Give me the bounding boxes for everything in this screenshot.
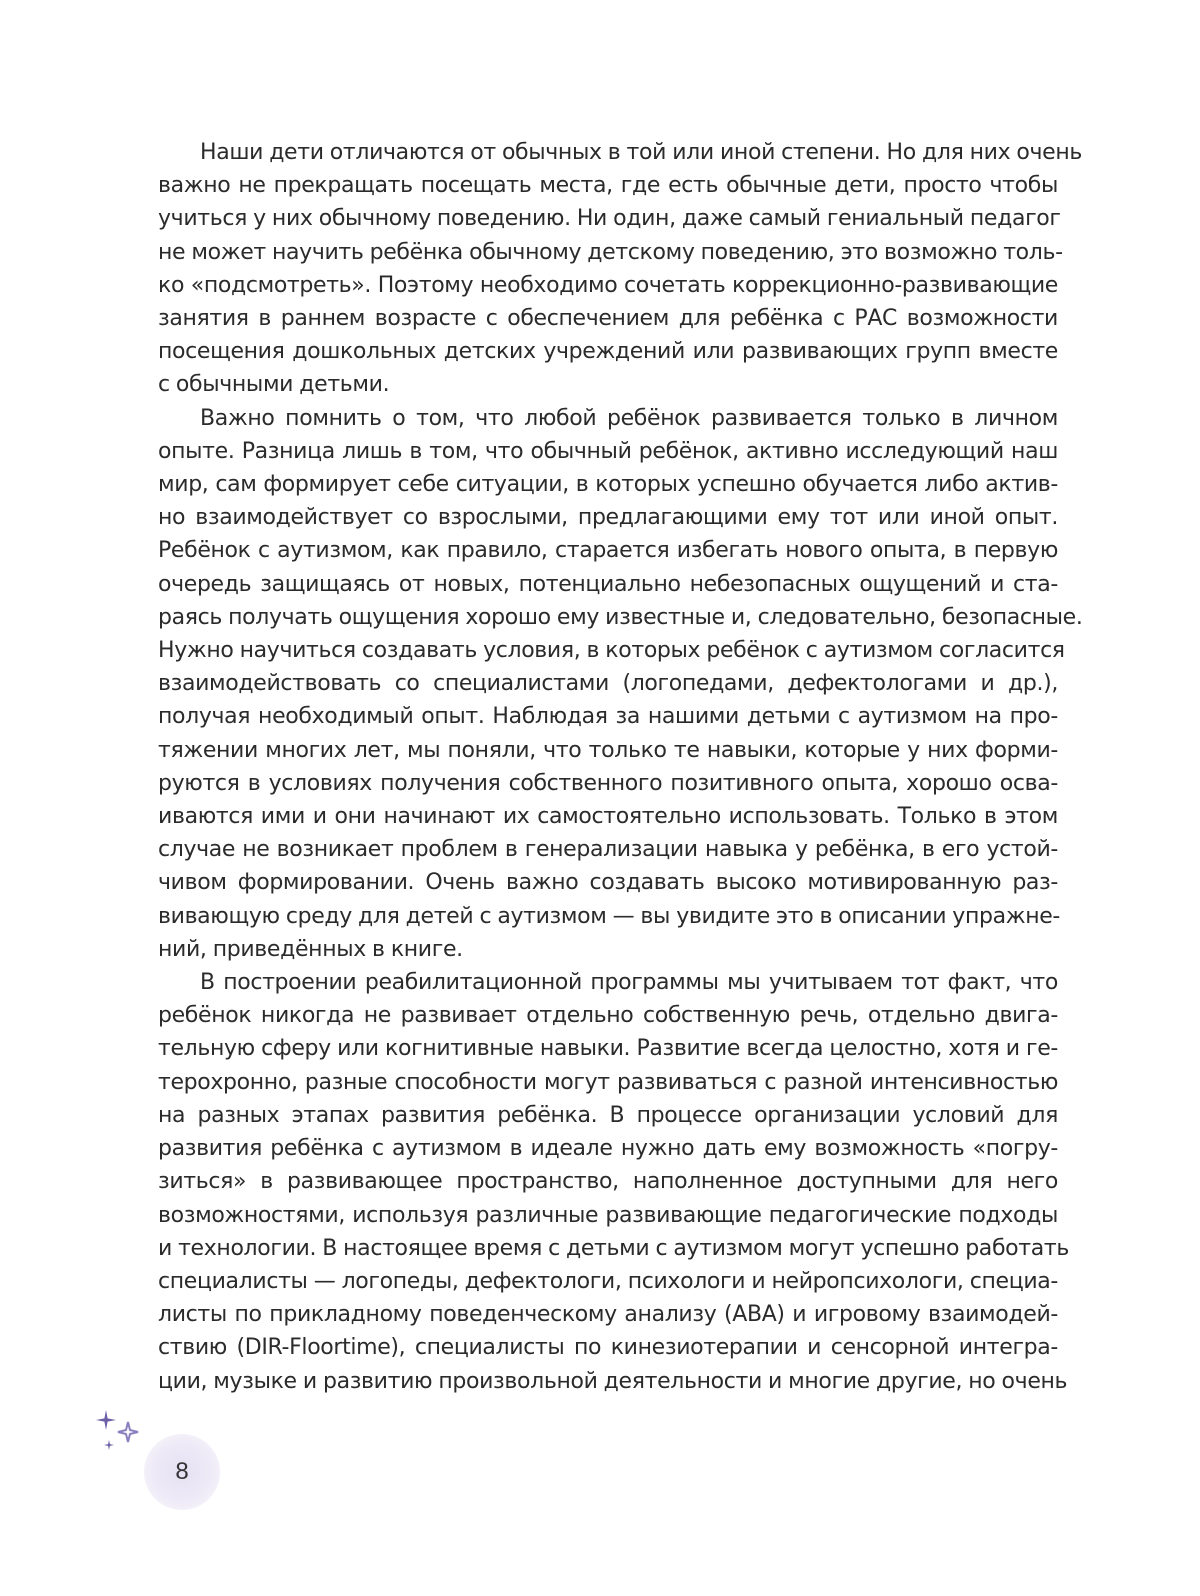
- text-line: ции, музыке и развитию произвольной деятельности и многие другие, но очень: [158, 1368, 1068, 1394]
- text-line: важно не прекращать посещать места, где есть обычные дети, просто чтобы: [158, 173, 1058, 199]
- text-line: с обычными детьми.: [158, 372, 390, 398]
- sparkle-medium-icon: [118, 1422, 138, 1442]
- text-line: ствию (DIR-Floortime), специалисты по кинезиотерапии и сенсорной интегра-: [158, 1335, 1058, 1361]
- text-line: листы по прикладному поведенческому анализу (АВА) и игровому взаимодей-: [158, 1302, 1058, 1328]
- text-line: ко «подсмотреть». Поэтому необходимо сочетать коррекционно-развивающие: [158, 272, 1058, 298]
- text-line: руются в условиях получения собственного позитивного опыта, хорошо осва-: [158, 770, 1058, 796]
- text-line: взаимодействовать со специалистами (логопедами, дефектологами и др.),: [158, 671, 1058, 697]
- paragraph: [158, 966, 1069, 1398]
- text-line: учиться у них обычному поведению. Ни один, даже самый гениальный педагог: [158, 206, 1061, 232]
- text-line: получая необходимый опыт. Наблюдая за нашими детьми с аутизмом на про-: [158, 704, 1058, 730]
- text-line: тяжении многих лет, мы поняли, что только те навыки, которые у них форми-: [158, 737, 1058, 763]
- text-line: терохронно, разные способности могут развиваться с разной интенсивностью: [158, 1069, 1058, 1095]
- text-line: Ребёнок с аутизмом, как правило, старается избегать нового опыта, в первую: [158, 538, 1058, 564]
- text-line: посещения дошкольных детских учреждений или развивающих групп вместе: [158, 339, 1058, 365]
- text-line: тельную сферу или когнитивные навыки. Развитие всегда целостно, хотя и ге-: [158, 1036, 1058, 1062]
- text-line: опыте. Разница лишь в том, что обычный ребёнок, активно исследующий наш: [158, 438, 1058, 464]
- text-line: Наши дети отличаются от обычных в той или иной степени. Но для них очень: [200, 140, 1082, 165]
- text-line: раясь получать ощущения хорошо ему известные и, следовательно, безопасные.: [158, 604, 1083, 630]
- page-number: 8: [175, 1458, 189, 1485]
- page-number-badge: [144, 1434, 220, 1510]
- text-line: ребёнок никогда не развивает отдельно собственную речь, отдельно двига-: [158, 1003, 1058, 1029]
- text-line: очередь защищаясь от новых, потенциально небезопасных ощущений и ста-: [158, 571, 1058, 597]
- paragraph: [158, 402, 1083, 966]
- text-line: В построении реабилитационной программы мы учитываем тот факт, что: [200, 970, 1058, 996]
- text-line: но взаимодействует со взрослыми, предлагающими ему тот или иной опыт.: [158, 505, 1058, 531]
- text-line: зиться» в развивающее пространство, наполненное доступными для него: [158, 1169, 1058, 1195]
- text-line: мир, сам формирует себе ситуации, в которых успешно обучается либо актив-: [158, 472, 1058, 498]
- text-line: и технологии. В настоящее время с детьми с аутизмом могут успешно работать: [158, 1235, 1069, 1261]
- text-line: чивом формировании. Очень важно создавать высоко мотивированную раз-: [158, 870, 1058, 896]
- sparkle-large-icon: [96, 1410, 116, 1430]
- text-line: Нужно научиться создавать условия, в которых ребёнок с аутизмом согласится: [158, 638, 1065, 664]
- paragraph: [158, 136, 1082, 402]
- text-line: не может научить ребёнка обычному детскому поведению, это возможно толь-: [158, 239, 1063, 265]
- text-line: случае не возникает проблем в генерализации навыка у ребёнка, в его устой-: [158, 837, 1058, 863]
- text-line: специалисты — логопеды, дефектологи, психологи и нейропсихологи, специа-: [158, 1268, 1058, 1294]
- text-line: Важно помнить о том, что любой ребёнок развивается только в личном: [200, 405, 1058, 431]
- sparkle-small-icon: [104, 1440, 114, 1450]
- text-line: развития ребёнка с аутизмом в идеале нужно дать ему возможность «погру-: [158, 1136, 1058, 1162]
- text-line: на разных этапах развития ребёнка. В процессе организации условий для: [158, 1102, 1058, 1128]
- text-line: вивающую среду для детей с аутизмом — вы увидите это в описании упражне-: [158, 903, 1061, 929]
- sparkles-icon: [94, 1408, 144, 1458]
- text-line: ний, приведённых в книге.: [158, 936, 463, 962]
- text-line: иваются ими и они начинают их самостоятельно использовать. Только в этом: [158, 804, 1058, 830]
- text-line: занятия в раннем возрасте с обеспечением для ребёнка с РАС возможности: [158, 306, 1058, 332]
- body-text: [158, 136, 1083, 1398]
- text-line: возможностями, используя различные развивающие педагогические подходы: [158, 1202, 1058, 1228]
